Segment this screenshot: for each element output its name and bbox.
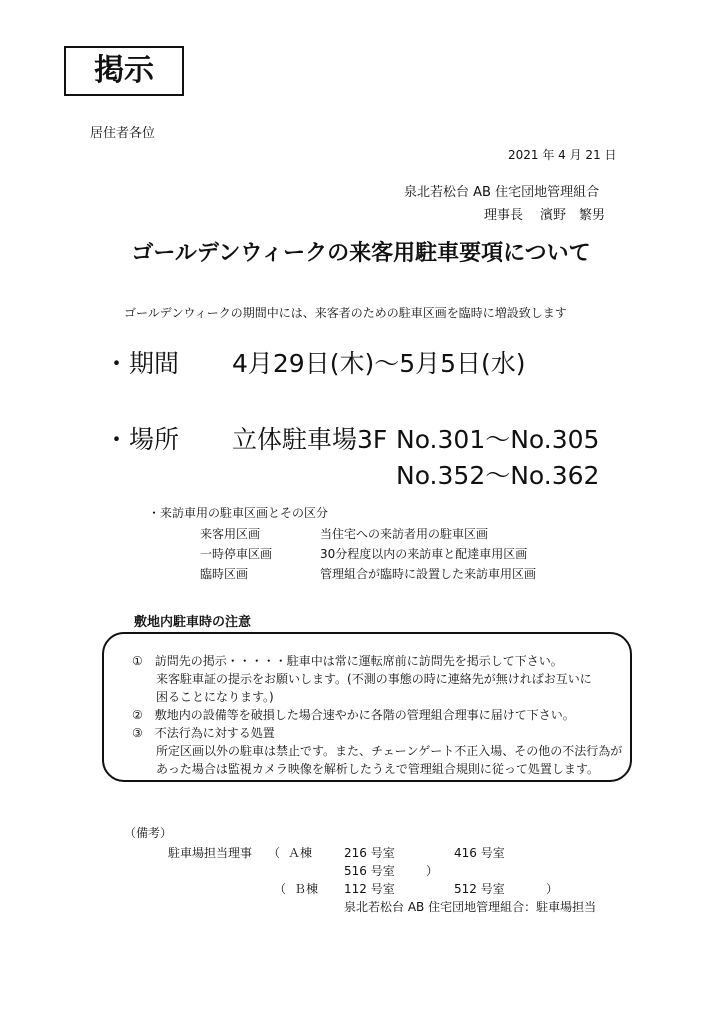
remarks-room: 512 号室 <box>454 882 505 896</box>
caution-line: ① 訪問先の掲示・・・・・駐車中は常に運転席前に訪問先を掲示して下さい。 <box>132 654 563 668</box>
sender-name: 濱野 繁男 <box>540 208 606 223</box>
caution-line: ③ 不法行為に対する処置 <box>132 726 275 740</box>
place-range-2: No.352～No.362 <box>396 461 600 490</box>
remarks-paren-close: ） <box>426 864 439 878</box>
zone-name: 来客用区画 <box>200 527 261 541</box>
remarks-room: 112 号室 <box>344 882 395 896</box>
zone-desc: 管理組合が臨時に設置した来訪車用区画 <box>320 567 537 581</box>
document-title: ゴールデンウィークの来客用駐車要項について <box>131 241 591 266</box>
notice-label: 掲示 <box>94 53 154 88</box>
notice-label-box <box>64 46 184 96</box>
remarks-role: 駐車場担当理事 <box>168 846 253 860</box>
zone-name: 臨時区画 <box>200 567 249 581</box>
remarks-paren-close: ） <box>546 882 559 896</box>
remarks-room: 216 号室 <box>344 846 395 860</box>
sender-organization: 泉北若松台 AB 住宅団地管理組合 <box>404 185 600 200</box>
period-value: 4月29日(木)～5月5日(水) <box>232 349 526 378</box>
caution-line: 所定区画以外の駐車は禁止です。また、チェーンゲート不正入場、その他の不法行為が <box>156 744 623 758</box>
zone-name: 一時停車区画 <box>200 547 273 561</box>
remarks-heading: （備考） <box>124 826 173 840</box>
sender-role: 理事長 <box>484 208 524 223</box>
place-label: ・場所 <box>104 425 180 454</box>
issue-date: 2021 年 4 月 21 日 <box>508 148 617 162</box>
remarks-footer: 泉北若松台 AB 住宅団地管理組合：駐車場担当 <box>344 900 597 914</box>
zones-heading: ・来訪車用の駐車区画とその区分 <box>148 506 329 520</box>
intro-text: ゴールデンウィークの期間中には、来客者のための駐車区画を臨時に増設致します <box>124 306 567 320</box>
place-facility: 立体駐車場3F <box>232 425 388 454</box>
remarks-room: 516 号室 <box>344 864 395 878</box>
caution-line: あった場合は監視カメラ映像を解析したうえで管理組合規則に従って処置します。 <box>156 762 599 776</box>
caution-line: 来客駐車証の提示をお願いします。(不測の事態の時に連絡先が無ければお互いに <box>156 672 592 686</box>
caution-line: 困ることになります。) <box>156 690 274 704</box>
cautions-heading: 敷地内駐車時の注意 <box>134 615 252 630</box>
period-label: ・期間 <box>104 349 180 378</box>
remarks-paren-open: （ <box>268 846 281 860</box>
zone-desc: 当住宅への来訪者用の駐車区画 <box>320 527 489 541</box>
caution-line: ② 敷地内の設備等を破損した場合速やかに各階の管理組合理事に届けて下さい。 <box>132 708 575 722</box>
remarks-building-a: Ａ棟 <box>288 846 313 860</box>
place-range-1: No.301～No.305 <box>396 425 600 454</box>
remarks-room: 416 号室 <box>454 846 505 860</box>
addressee: 居住者各位 <box>90 126 156 141</box>
remarks-building-b: Ｂ棟 <box>294 882 319 896</box>
remarks-paren-open: （ <box>274 882 287 896</box>
zone-desc: 30分程度以内の来訪車と配達車用区画 <box>320 547 528 561</box>
